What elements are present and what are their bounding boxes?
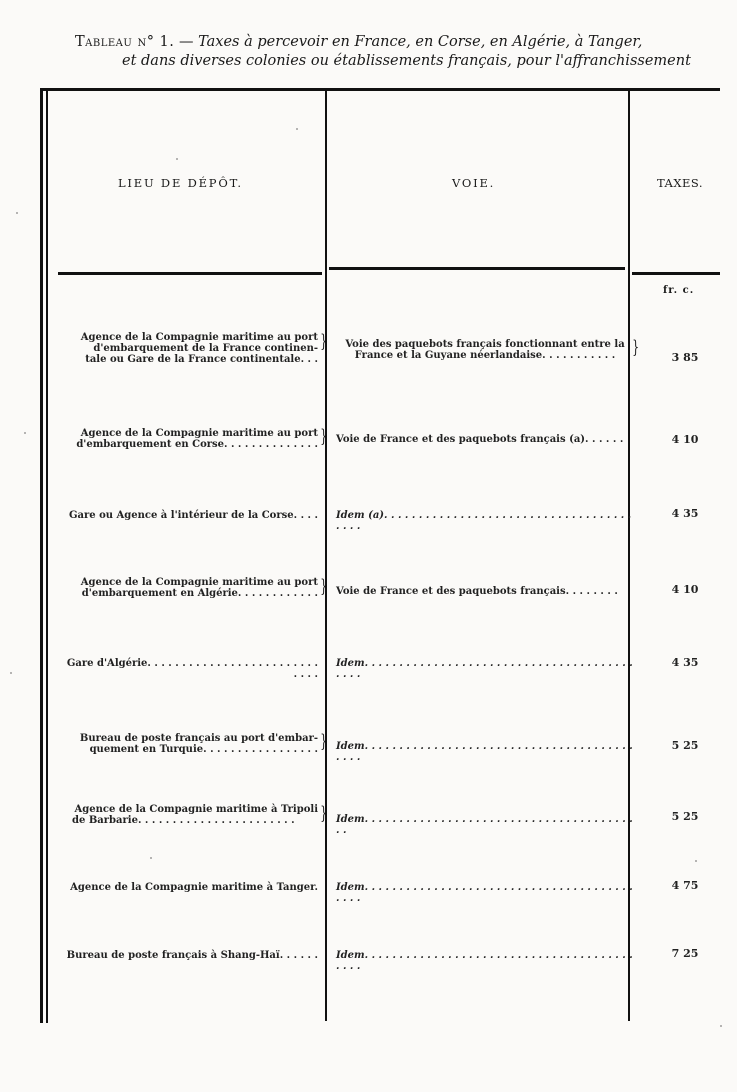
title-line-2: et dans diverses colonies ou établissements français, pour l'affranchissement xyxy=(122,53,691,69)
voie-cell xyxy=(336,339,634,361)
lieu-line: tale ou Gare de la France continentale. . . xyxy=(85,354,318,365)
lieu-line: quement en Turquie. . . . . . . . . . . . . . . . . xyxy=(89,744,318,755)
lieu-line: Bureau de poste français à Shang-Haï. . . . . . xyxy=(66,950,318,961)
voie-line: Voie de France et des paquebots français (a). . . . . . xyxy=(336,434,624,445)
brace-icon: } xyxy=(632,337,640,358)
voie-line: Voie de France et des paquebots français. . . . . . . . xyxy=(336,586,618,597)
brace-icon: } xyxy=(320,426,328,447)
title-line-1: Taxes à percevoir en France, en Corse, en Algérie, à Tanger, xyxy=(198,34,643,50)
lieu-line: de Barbarie. . . . . . . . . . . . . . . . . . . . . . . xyxy=(72,815,295,826)
lieu-line: Agence de la Compagnie maritime au port xyxy=(80,428,318,439)
voie-cell xyxy=(336,586,634,597)
scan-speck xyxy=(720,1025,722,1027)
lieu-line: d'embarquement en Corse. . . . . . . . . . . . . . xyxy=(76,439,318,450)
tax-value: 7 25 xyxy=(671,947,699,960)
voie-line: Voie des paquebots français fonctionnant entre la xyxy=(345,339,625,350)
header-bottom-rule-voie xyxy=(329,267,625,270)
table-number: Tableau n° 1. xyxy=(75,34,175,50)
scan-speck xyxy=(150,857,152,859)
voie-cell xyxy=(336,882,634,904)
voie-cell xyxy=(336,814,634,836)
lieu-cell xyxy=(62,658,318,680)
brace-icon: } xyxy=(320,576,328,597)
column-divider-1 xyxy=(325,91,327,1021)
lieu-cell xyxy=(62,332,318,365)
table-left-border-inner xyxy=(46,91,48,1023)
voie-line: Idem. . . . . . . . . . . . . . . . . . . . . . . . . . . . . . . . . . . . . . . . . . . xyxy=(336,658,633,680)
brace-icon: } xyxy=(320,731,328,752)
lieu-cell xyxy=(62,428,318,450)
voie-line: Idem (a). . . . . . . . . . . . . . . . . . . . . . . . . . . . . . . . . . . . . . . . xyxy=(336,510,632,532)
lieu-cell xyxy=(62,510,318,521)
lieu-line: Agence de la Compagnie maritime au port xyxy=(80,332,318,343)
tax-value: 4 10 xyxy=(671,433,699,446)
lieu-line: Bureau de poste français au port d'embar- xyxy=(79,733,318,744)
scan-speck xyxy=(24,432,26,434)
lieu-cell xyxy=(62,804,318,826)
lieu-line: Agence de la Compagnie maritime à Tanger. xyxy=(70,882,318,893)
header-lieu-de-depot: LIEU DE DÉPÔT. xyxy=(118,176,243,190)
voie-line: France et la Guyane néerlandaise. . . . . . . . . . . xyxy=(354,350,616,361)
lieu-line: Agence de la Compagnie maritime à Tripoli xyxy=(74,804,318,815)
header-bottom-rule-taxes xyxy=(632,272,720,275)
voie-cell xyxy=(336,510,634,532)
voie-cell xyxy=(336,741,634,763)
voie-line: Idem. . . . . . . . . . . . . . . . . . . . . . . . . . . . . . . . . . . . . . . . . . . xyxy=(336,741,633,763)
lieu-line: Agence de la Compagnie maritime au port xyxy=(80,577,318,588)
lieu-line: Gare ou Agence à l'intérieur de la Corse. . . . xyxy=(68,510,318,521)
voie-cell xyxy=(336,434,634,445)
voie-cell xyxy=(336,658,634,680)
voie-cell xyxy=(336,950,634,972)
voie-line: Idem. . . . . . . . . . . . . . . . . . . . . . . . . . . . . . . . . . . . . . . . . xyxy=(336,814,633,836)
lieu-cell xyxy=(62,577,318,599)
voie-line: Idem. . . . . . . . . . . . . . . . . . . . . . . . . . . . . . . . . . . . . . . . . . . xyxy=(336,882,633,904)
scan-speck xyxy=(176,158,178,160)
scan-speck xyxy=(10,672,12,674)
table-left-border xyxy=(40,88,43,1023)
tax-value: 4 35 xyxy=(671,656,699,669)
scan-speck xyxy=(296,128,298,130)
table-title xyxy=(75,34,642,50)
brace-icon: } xyxy=(320,803,328,824)
units-label: fr. c. xyxy=(663,285,695,296)
lieu-cell xyxy=(62,882,318,893)
lieu-cell xyxy=(62,950,318,961)
brace-icon: } xyxy=(320,331,328,352)
tax-value: 4 75 xyxy=(671,879,699,892)
header-voie: VOIE. xyxy=(452,176,496,190)
header-bottom-rule xyxy=(58,272,322,275)
tax-value: 3 85 xyxy=(671,351,699,364)
lieu-line: d'embarquement en Algérie. . . . . . . . . . . . xyxy=(81,588,318,599)
table-top-rule xyxy=(40,88,720,91)
tax-value: 5 25 xyxy=(671,739,699,752)
lieu-cell xyxy=(62,733,318,755)
lieu-line: d'embarquement de la France continen- xyxy=(93,343,318,354)
title-dash: — xyxy=(174,34,199,50)
scan-speck xyxy=(16,212,18,214)
voie-line: Idem. . . . . . . . . . . . . . . . . . . . . . . . . . . . . . . . . . . . . . . . . . . xyxy=(336,950,633,972)
tax-value: 4 35 xyxy=(671,507,699,520)
tax-value: 5 25 xyxy=(671,810,699,823)
scan-speck xyxy=(695,860,697,862)
tax-value: 4 10 xyxy=(671,583,699,596)
lieu-line: Gare d'Algérie. . . . . . . . . . . . . . . . . . . . . . . . . . . . . xyxy=(66,658,318,680)
header-taxes: TAXES. xyxy=(657,176,704,190)
